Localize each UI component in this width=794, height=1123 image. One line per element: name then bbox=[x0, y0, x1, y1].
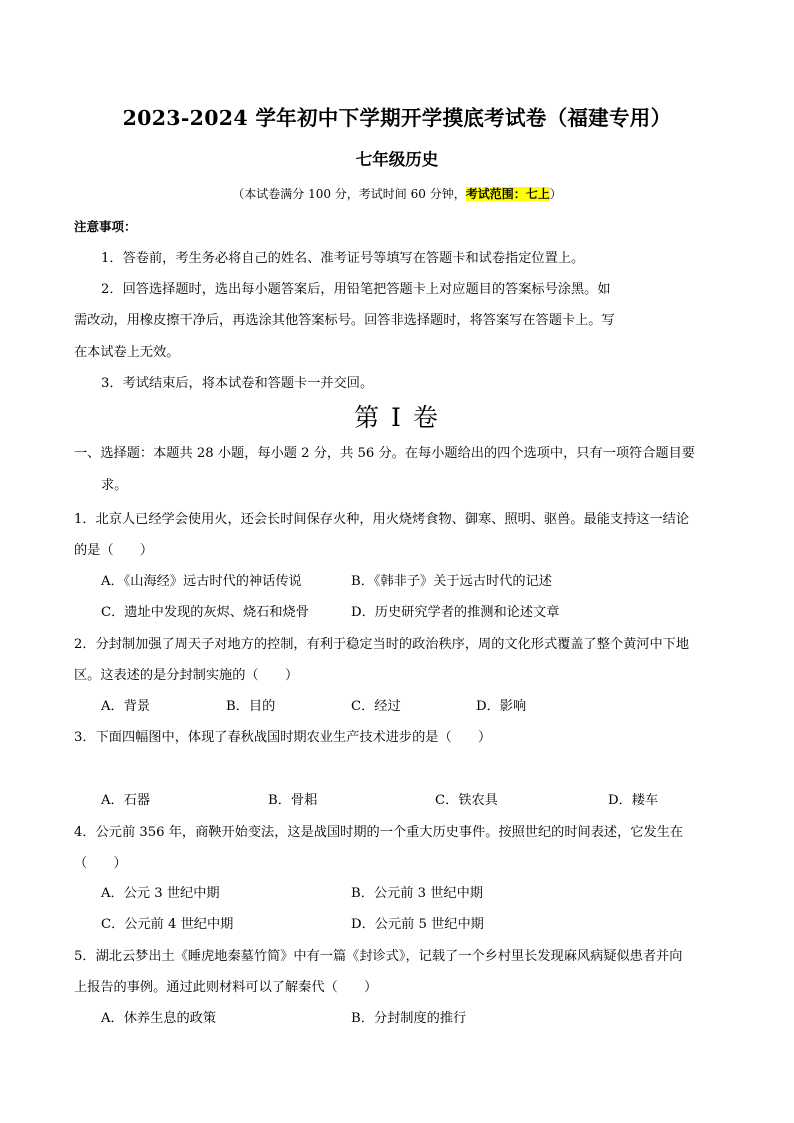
notice-item-2-line-1: 2．回答选择题时，选出每小题答案后，用铅笔把答题卡上对应题目的答案标号涂黑。如 bbox=[101, 282, 611, 297]
q2-stem-line-1: 2．分封制加强了周天子对地方的控制，有利于稳定当时的政治秩序，周的文化形式覆盖了整个黄河中下地 bbox=[74, 637, 690, 652]
q5-option-a: A．休养生息的政策 bbox=[101, 1011, 217, 1026]
q4-option-c: C．公元前 4 世纪中期 bbox=[101, 917, 234, 932]
section-heading-line-2: 求。 bbox=[101, 478, 128, 493]
q4-option-b: B．公元前 3 世纪中期 bbox=[351, 886, 483, 901]
notice-item-1: 1．答卷前，考生务必将自己的姓名、准考证号等填写在答题卡和试卷指定位置上。 bbox=[101, 251, 585, 266]
q5-stem-line-1: 5．湖北云梦出土《睡虎地秦墓竹简》中有一篇《封诊式》，记载了一个乡村里长发现麻风病疑似患者并向 bbox=[74, 949, 683, 964]
q3-option-a: A．石器 bbox=[101, 793, 151, 808]
q1-stem-line-2: 的是（ ） bbox=[74, 543, 154, 558]
exam-info-prefix: （本试卷满分 100 分，考试时间 60 分钟， bbox=[232, 187, 466, 201]
q2-stem-line-2: 区。这表述的是分封制实施的（ ） bbox=[74, 668, 299, 683]
notice-item-3: 3．考试结束后，将本试卷和答题卡一并交回。 bbox=[101, 376, 374, 391]
notice-item-2-line-2: 需改动，用橡皮擦干净后，再选涂其他答案标号。回答非选择题时，将答案写在答题卡上。写 bbox=[74, 313, 615, 328]
q1-option-a: A．《山海经》远古时代的神话传说 bbox=[101, 574, 302, 589]
exam-scope-highlight: 考试范围：七上 bbox=[465, 187, 550, 201]
q4-option-d: D．公元前 5 世纪中期 bbox=[351, 917, 484, 932]
exam-title: 2023-2024 学年初中下学期开学摸底考试卷（福建专用） bbox=[122, 106, 672, 130]
q4-option-a: A．公元 3 世纪中期 bbox=[101, 886, 220, 901]
q4-stem-line-1: 4．公元前 356 年，商鞅开始变法，这是战国时期的一个重大历史事件。按照世纪的时间表述，它发生在 bbox=[74, 825, 684, 840]
q4-stem-line-2: （ ） bbox=[74, 856, 127, 871]
q2-option-b: B．目的 bbox=[226, 699, 276, 714]
q2-option-a: A．背景 bbox=[101, 699, 151, 714]
exam-info-suffix: ） bbox=[549, 187, 562, 201]
q3-option-b: B．骨耜 bbox=[268, 793, 318, 808]
q3-option-d: D．耧车 bbox=[608, 793, 659, 808]
q3-stem-line-1: 3．下面四幅图中，体现了春秋战国时期农业生产技术进步的是（ ） bbox=[74, 730, 492, 745]
q3-option-c: C．铁农具 bbox=[435, 793, 498, 808]
q1-stem-line-1: 1．北京人已经学会使用火，还会长时间保存火种，用火烧烤食物、御寒、照明、驱兽。最能支持这一结论 bbox=[74, 512, 690, 527]
volume-title: 第 I 卷 bbox=[354, 403, 440, 432]
exam-subtitle: 七年级历史 bbox=[355, 150, 439, 169]
q1-option-b: B．《韩非子》关于远古时代的记述 bbox=[351, 574, 552, 589]
notice-heading: 注意事项： bbox=[74, 219, 137, 234]
section-heading-line-1: 一、选择题：本题共 28 小题，每小题 2 分，共 56 分。在每小题给出的四个选项中，只有一项符合题目要 bbox=[74, 446, 695, 461]
q2-option-d: D．影响 bbox=[476, 699, 527, 714]
q2-option-c: C．经过 bbox=[351, 699, 401, 714]
notice-item-2-line-3: 在本试卷上无效。 bbox=[74, 345, 180, 360]
exam-info bbox=[0, 185, 794, 202]
q1-option-d: D．历史研究学者的推测和论述文章 bbox=[351, 605, 560, 620]
q1-option-c: C．遗址中发现的灰烬、烧石和烧骨 bbox=[101, 605, 309, 620]
q5-stem-line-2: 上报告的事例。通过此则材料可以了解秦代（ ） bbox=[74, 980, 378, 995]
q5-option-b: B．分封制度的推行 bbox=[351, 1011, 467, 1026]
